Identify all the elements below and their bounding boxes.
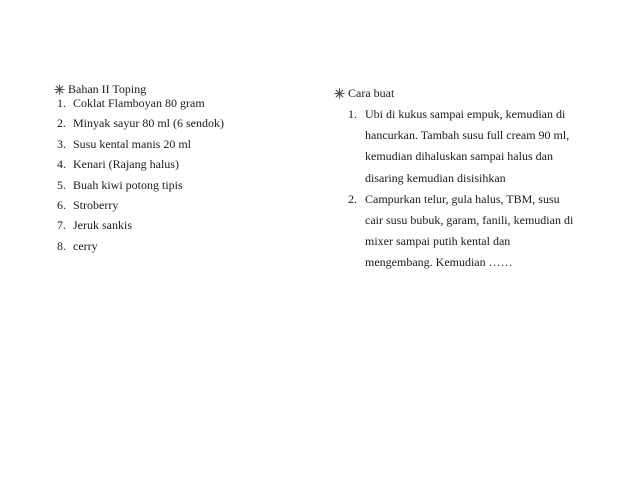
item-text: Jeruk sankis [73, 218, 132, 233]
step-line: Ubi di kukus sampai empuk, kemudian di [365, 107, 566, 121]
list-item [57, 178, 224, 198]
step-line: kemudian dihaluskan sampai halus dan [365, 149, 553, 164]
item-text: Buah kiwi potong tipis [73, 177, 183, 192]
list-item [57, 137, 224, 157]
item-number: 8. [57, 238, 66, 253]
step-text [348, 189, 585, 274]
item-text: Minyak sayur 80 ml (6 sendok) [73, 116, 224, 131]
step-line: mixer sampai putih kental dan [365, 234, 511, 249]
item-text: cerry [73, 238, 98, 253]
list-item [57, 239, 224, 259]
item-number: 1. [57, 96, 66, 110]
list-item [57, 96, 224, 116]
step-number: 2. [348, 191, 357, 206]
list-item [57, 218, 224, 238]
snowflake-bullet-icon [334, 88, 345, 99]
item-number: 4. [57, 157, 66, 172]
item-number: 3. [57, 136, 66, 151]
step-number: 1. [348, 107, 357, 121]
cara-buat-section [320, 0, 638, 493]
item-text: Susu kental manis 20 ml [73, 136, 191, 151]
step-line: cair susu bubuk, garam, fanili, kemudian di [365, 213, 574, 228]
step-text [348, 104, 585, 189]
ingredients-list [57, 96, 224, 259]
item-text: Coklat Flamboyan 80 gram [73, 96, 205, 110]
step-line: hancurkan. Tambah susu full cream 90 ml, [365, 128, 570, 143]
snowflake-bullet-icon [54, 84, 65, 95]
item-number: 6. [57, 197, 66, 212]
list-item [57, 116, 224, 136]
section-heading: Cara buat [348, 86, 395, 100]
item-number: 5. [57, 177, 66, 192]
item-text: Kenari (Rajang halus) [73, 157, 179, 172]
list-item [57, 157, 224, 177]
step-line: Campurkan telur, gula halus, TBM, susu [365, 191, 560, 206]
step-item [348, 189, 585, 274]
steps-list [348, 104, 585, 274]
item-number: 2. [57, 116, 66, 131]
list-item [57, 198, 224, 218]
item-number: 7. [57, 218, 66, 233]
step-line: disaring kemudian disisihkan [365, 170, 506, 185]
step-line: mengembang. Kemudian …… [365, 255, 513, 270]
item-text: Stroberry [73, 197, 119, 212]
step-item [348, 104, 585, 189]
section-heading: Bahan II Toping [68, 82, 147, 96]
